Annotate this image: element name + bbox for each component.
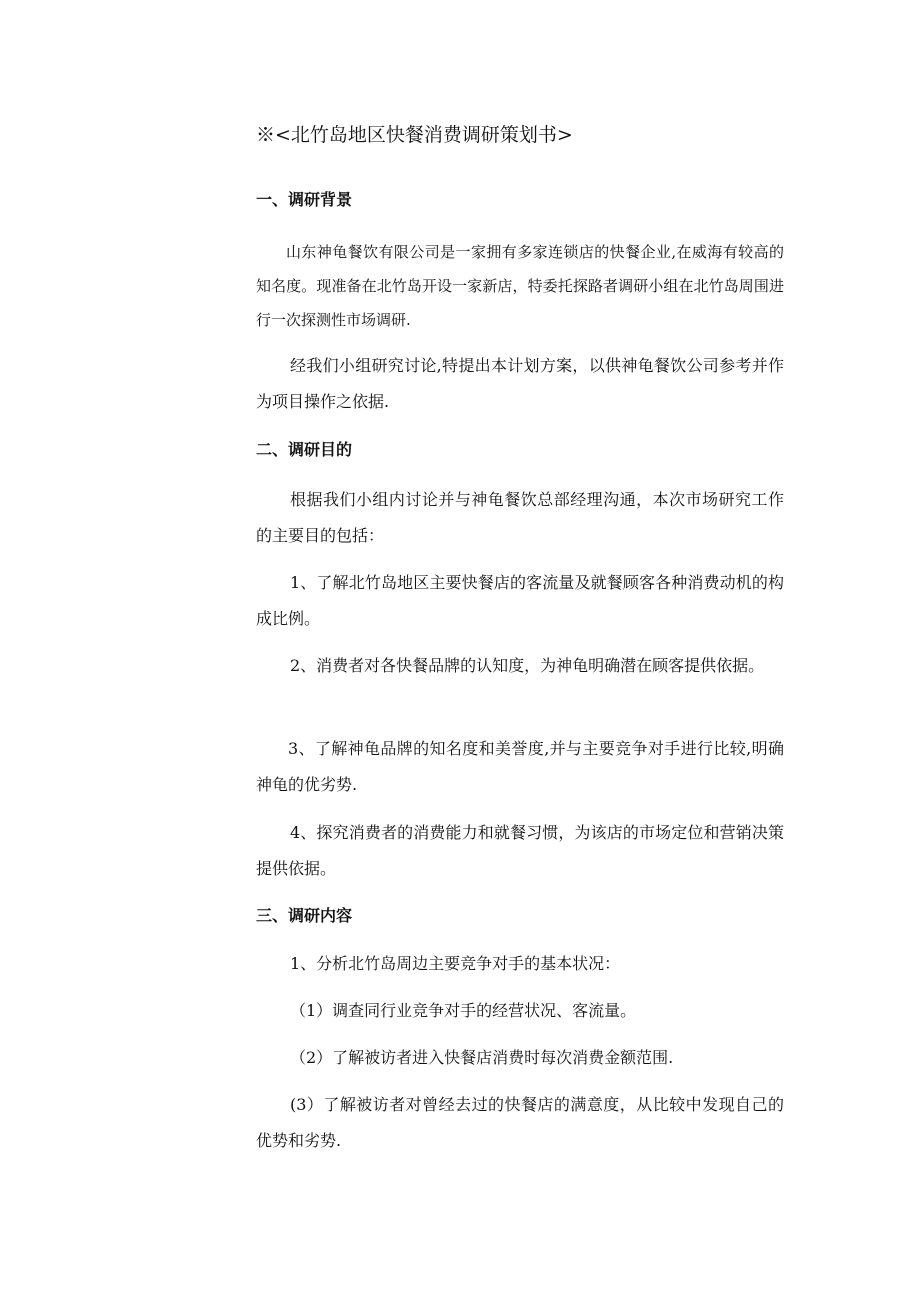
- list-item-content-1-sub-3: (3）了解被访者对曾经去过的快餐店的满意度，从比较中发现自己的优势和劣势.: [256, 1095, 784, 1150]
- paragraph-purpose-intro: 根据我们小组内讨论并与神龟餐饮总部经理沟通，本次市场研究工作的主要目的包括：: [256, 490, 784, 545]
- list-item-purpose-4: 4、探究消费者的消费能力和就餐习惯，为该店的市场定位和营销决策提供依据。: [256, 823, 784, 878]
- section-heading-content: 三、调研内容: [256, 906, 353, 925]
- document-title: ※<北竹岛地区快餐消费调研策划书>: [256, 124, 573, 146]
- section-heading-purpose: 二、调研目的: [256, 440, 353, 459]
- list-item-purpose-2: 2、消费者对各快餐品牌的认知度，为神龟明确潜在顾客提供依据。: [290, 656, 765, 675]
- list-item-purpose-3: 3、了解神龟品牌的知名度和美誉度,并与主要竞争对手进行比较,明确神龟的优劣势.: [256, 739, 784, 794]
- list-item-content-1-sub-1: （1）调查同行业竞争对手的经营状况、客流量。: [290, 1001, 637, 1020]
- list-item-content-1-sub-2: （2）了解被访者进入快餐店消费时每次消费金额范围.: [290, 1048, 674, 1067]
- list-item-content-1: 1、分析北竹岛周边主要竞争对手的基本状况：: [290, 954, 621, 973]
- list-item-purpose-1: 1、了解北竹岛地区主要快餐店的客流量及就餐顾客各种消费动机的构成比例。: [256, 573, 784, 628]
- paragraph-background-2: 经我们小组研究讨论,特提出本计划方案，以供神龟餐饮公司参考并作为项目操作之依据.: [256, 356, 784, 411]
- paragraph-background-1: 山东神龟餐饮有限公司是一家拥有多家连锁店的快餐企业,在威海有较高的知名度。现准备在北竹岛开设一家新店，特委托探路者调研小组在北竹岛周围进行一次探测性市场调研.: [256, 243, 784, 329]
- section-heading-background: 一、调研背景: [256, 190, 353, 209]
